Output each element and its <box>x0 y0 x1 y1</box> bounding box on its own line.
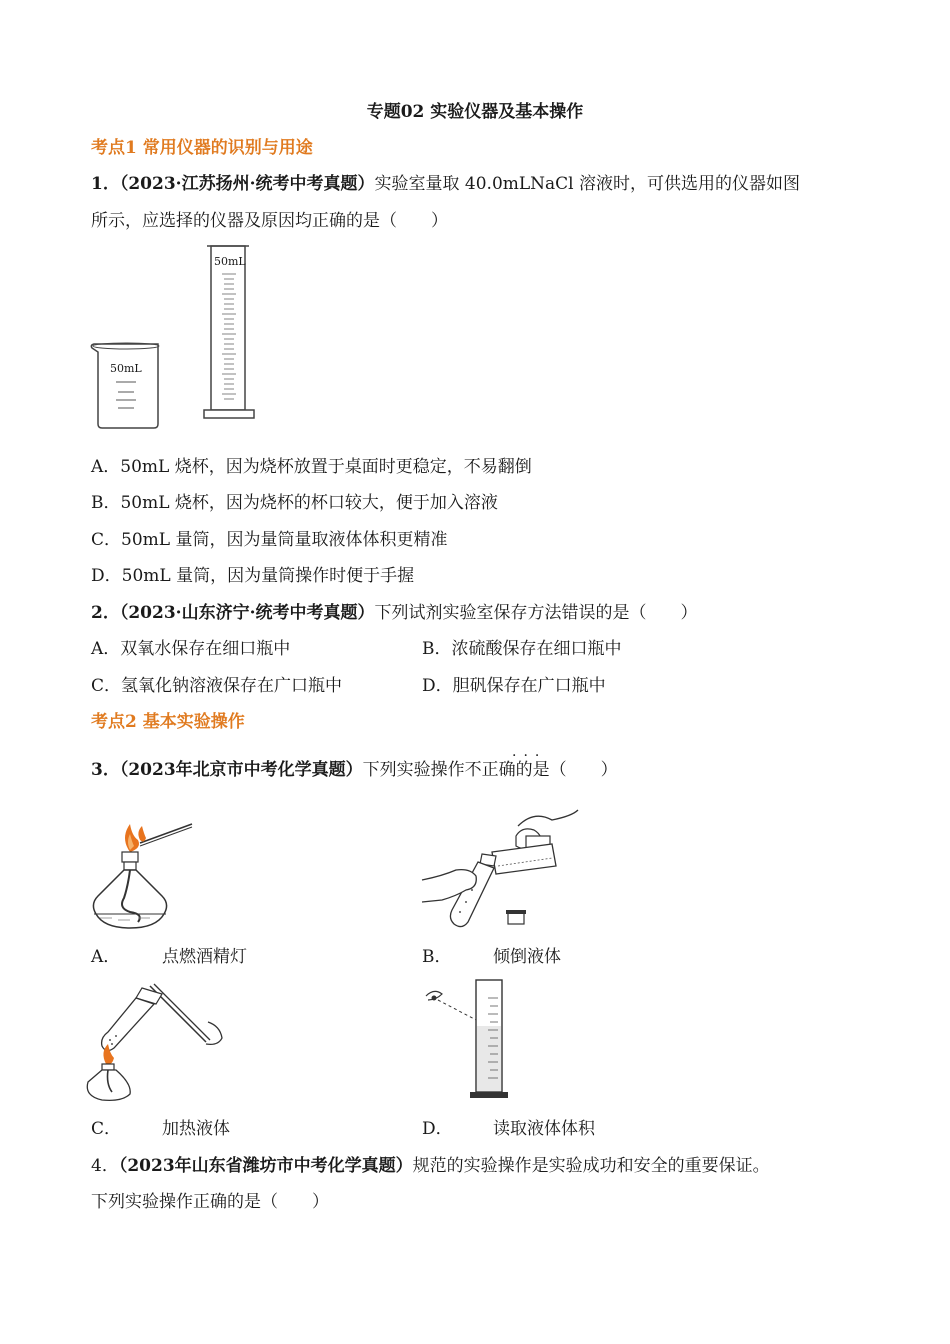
question-4-line-2: 下列实验操作正确的是（ ） <box>91 1192 329 1212</box>
graduated-cylinder-figure <box>202 242 258 422</box>
q3-option-d-letter: D． <box>422 1119 453 1139</box>
q1-option-d: D．50mL 量筒，因为量筒操作时便于手握 <box>91 566 415 586</box>
q3-option-c-letter: C． <box>91 1119 122 1139</box>
question-3-number: 3． <box>91 760 120 780</box>
page-title: 专题02 实验仪器及基本操作 <box>366 102 584 122</box>
reading-volume-figure <box>424 978 514 1102</box>
q2-option-d: D．胆矾保存在广口瓶中 <box>422 676 606 696</box>
question-3-source: （2023年北京市中考化学真题） <box>119 760 363 780</box>
q1-option-b: B．50mL 烧杯，因为烧杯的杯口较大，便于加入溶液 <box>91 493 498 513</box>
cylinder-label: 50mL <box>214 255 246 268</box>
pouring-liquid-figure <box>422 806 582 930</box>
q1-option-a: A．50mL 烧杯，因为烧杯放置于桌面时更稳定，不易翻倒 <box>91 457 532 477</box>
emphasis-dots: ··· <box>512 748 547 764</box>
q2-option-b: B．浓硫酸保存在细口瓶中 <box>422 639 622 659</box>
question-1-line-2: 所示，应选择的仪器及原因均正确的是（ ） <box>91 211 448 231</box>
question-1-line-1 <box>91 172 800 196</box>
q3-option-c-caption: 加热液体 <box>162 1119 230 1139</box>
question-4-line-1 <box>91 1154 770 1178</box>
question-1-number: 1． <box>91 174 120 194</box>
question-2-text: 下列试剂实验室保存方法错误的是（ ） <box>374 603 698 623</box>
q2-option-c: C．氢氧化钠溶液保存在广口瓶中 <box>91 676 343 696</box>
heating-liquid-figure <box>88 980 228 1104</box>
q3-option-b-caption: 倾倒液体 <box>493 947 561 967</box>
q1-option-c: C．50mL 量筒，因为量筒量取液体体积更精准 <box>91 530 448 550</box>
section-heading-2: 考点2 基本实验操作 <box>91 712 245 732</box>
q3-option-a-letter: A． <box>91 947 121 967</box>
q2-option-a: A．双氧水保存在细口瓶中 <box>91 639 291 659</box>
q3-option-d-caption: 读取液体体积 <box>493 1119 595 1139</box>
question-4-source: （2023年山东省潍坊市中考化学真题） <box>118 1156 413 1176</box>
question-3-text: 下列实验操作不正确的是（ ） <box>362 760 618 780</box>
question-3-line <box>91 758 618 782</box>
question-2-number: 2． <box>91 603 120 623</box>
question-4-number: 4． <box>91 1156 119 1176</box>
section-heading-1: 考点1 常用仪器的识别与用途 <box>91 138 313 158</box>
beaker-figure <box>88 340 164 432</box>
question-4-text-1: 规范的实验操作是实验成功和安全的重要保证。 <box>412 1156 770 1176</box>
beaker-label: 50mL <box>110 362 142 375</box>
q3-option-a-caption: 点燃酒精灯 <box>162 947 247 967</box>
question-2-source: （2023·山东济宁·统考中考真题） <box>119 603 375 623</box>
question-1-text-1: 实验室量取 40.0mLNaCl 溶液时，可供选用的仪器如图 <box>374 174 801 194</box>
question-2-line <box>91 601 698 625</box>
alcohol-lamp-lighting-figure <box>88 818 196 934</box>
question-1-source: （2023·江苏扬州·统考中考真题） <box>119 174 375 194</box>
q3-option-b-letter: B． <box>422 947 452 967</box>
